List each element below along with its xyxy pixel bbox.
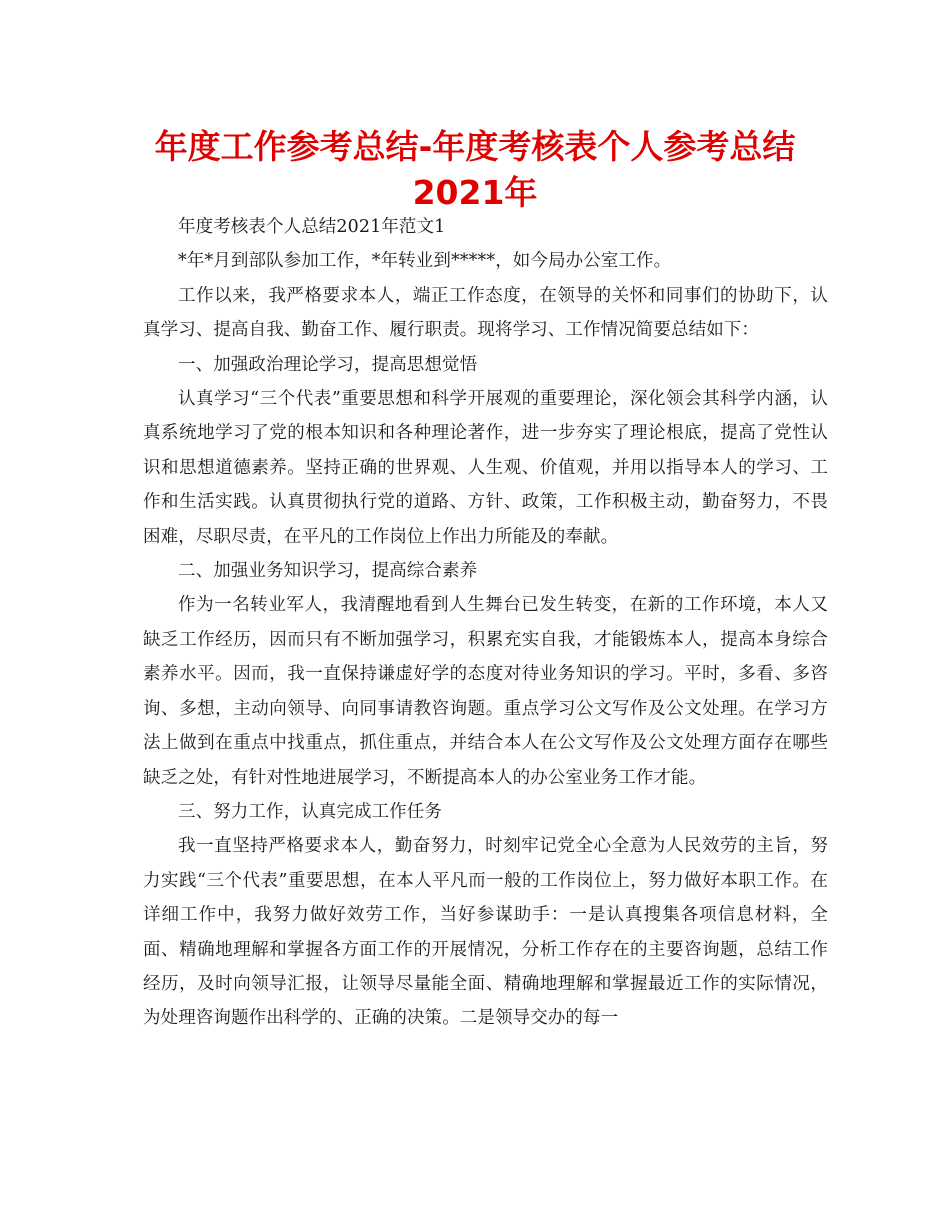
paragraph-intro: *年*月到部队参加工作，*年转业到*****，如今局办公室工作。 xyxy=(178,251,672,272)
document-title-line-1: 年度工作参考总结-年度考核表个人参考总结 xyxy=(154,127,796,166)
paragraph-section-1: 认真学习“三个代表”重要思想和科学开展观的重要理论，深化领会其科学内涵，认真系统地学习了党的根本知识和各种理论著作，进一步夯实了理论根底，提高了党性认识和思想道德素养。坚持正确的世界观、人生观、价值观，并用以指导本人的学习、工作和生活实践。认真贯彻执行党的道路、方针、政策，工作积极主动，勤奋努力，不畏困难，尽职尽责，在平凡的工作岗位上作出力所能及的奉献。 xyxy=(143,389,828,547)
paragraph-section-2: 作为一名转业军人，我清醒地看到人生舞台已发生转变，在新的工作环境，本人又缺乏工作经历，因而只有不断加强学习，积累充实自我，才能锻炼本人，提高本身综合素养水平。因而，我一直保持谦虚好学的态度对待业务知识的学习。平时，多看、多咨询、多想，主动向领导、向同事请教咨询题。重点学习公文写作及公文处理。在学习方法上做到在重点中找重点，抓住重点，并结合本人在公文写作及公文处理方面存在哪些缺乏之处，有针对性地进展学习，不断提高本人的办公室业务工作才能。 xyxy=(143,595,828,788)
paragraph-subtitle: 年度考核表个人总结2021年范文1 xyxy=(178,217,446,237)
paragraph-section-3: 我一直坚持严格要求本人，勤奋努力，时刻牢记党全心全意为人民效劳的主旨，努力实践“三个代表”重要思想，在本人平凡而一般的工作岗位上，努力做好本职工作。在详细工作中，我努力做好效劳工作，当好参谋助手：一是认真搜集各项信息材料，全面、精确地理解和掌握各方面工作的开展情况，分析工作存在的主要咨询题，总结工作经历，及时向领导汇报，让领导尽量能全面、精确地理解和掌握最近工作的实际情况，为处理咨询题作出科学的、正确的决策。二是领导交办的每一 xyxy=(143,836,828,1029)
paragraph-summary: 工作以来，我严格要求本人，端正工作态度，在领导的关怀和同事们的协助下，认真学习、提高自我、勤奋工作、履行职责。现将学习、工作情况简要总结如下： xyxy=(143,285,828,341)
section-heading-1: 一、加强政治理论学习，提高思想觉悟 xyxy=(178,354,478,375)
section-heading-3: 三、努力工作，认真完成工作任务 xyxy=(178,801,442,822)
document-title-line-2: 2021年 xyxy=(412,173,538,212)
document-body xyxy=(143,210,828,1036)
section-heading-2: 二、加强业务知识学习，提高综合素养 xyxy=(178,561,478,582)
